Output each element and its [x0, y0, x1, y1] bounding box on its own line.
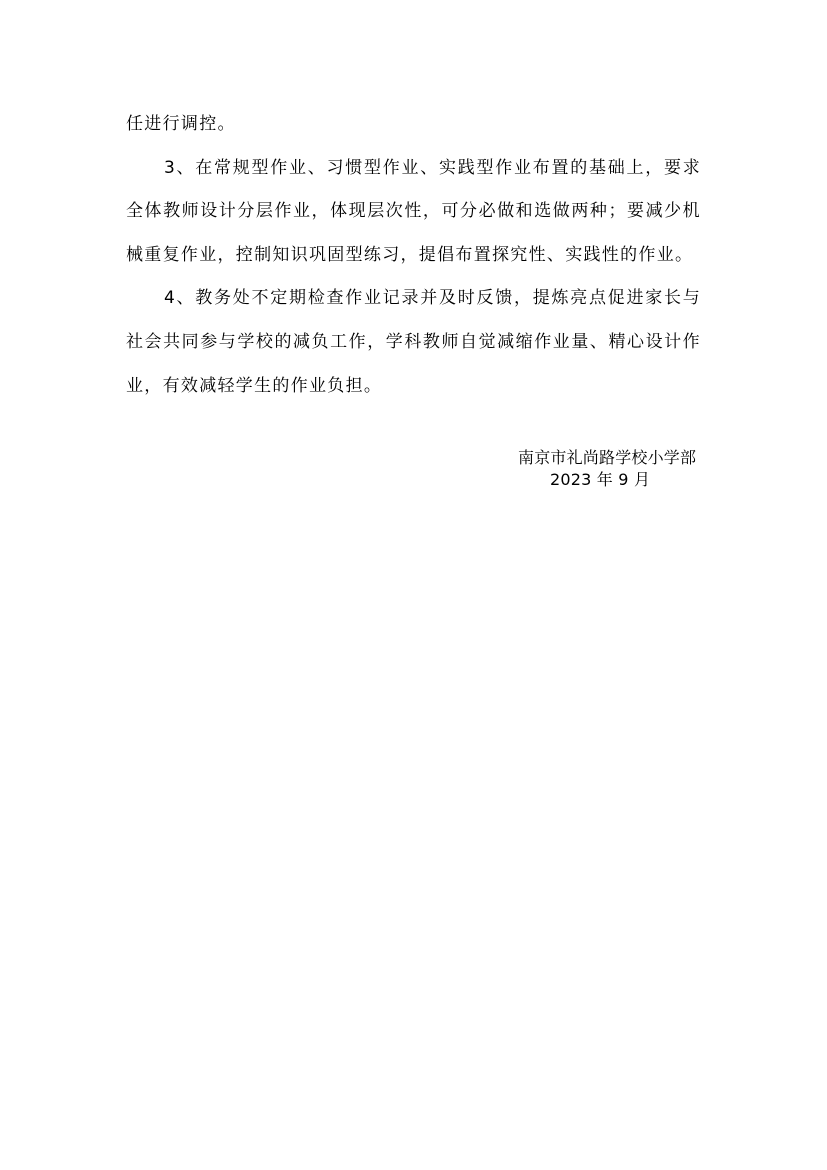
paragraph-item-3: 3、在常规型作业、习惯型作业、实践型作业布置的基础上，要求全体教师设计分层作业，体现层次性，可分必做和选做两种；要减少机械重复作业，控制知识巩固型练习，提倡布置探究性、实践性的作业。: [126, 157, 701, 265]
document-body: [126, 103, 701, 408]
paragraph-continuation: 任进行调控。: [126, 114, 236, 134]
signature-date: 2023 年 9 月: [550, 470, 651, 489]
signature-organization: 南京市礼尚路学校小学部: [518, 448, 697, 467]
paragraph-item-4: 4、教务处不定期检查作业记录并及时反馈，提炼亮点促进家长与社会共同参与学校的减负工作，学科教师自觉减缩作业量、精心设计作业，有效减轻学生的作业负担。: [126, 288, 701, 396]
